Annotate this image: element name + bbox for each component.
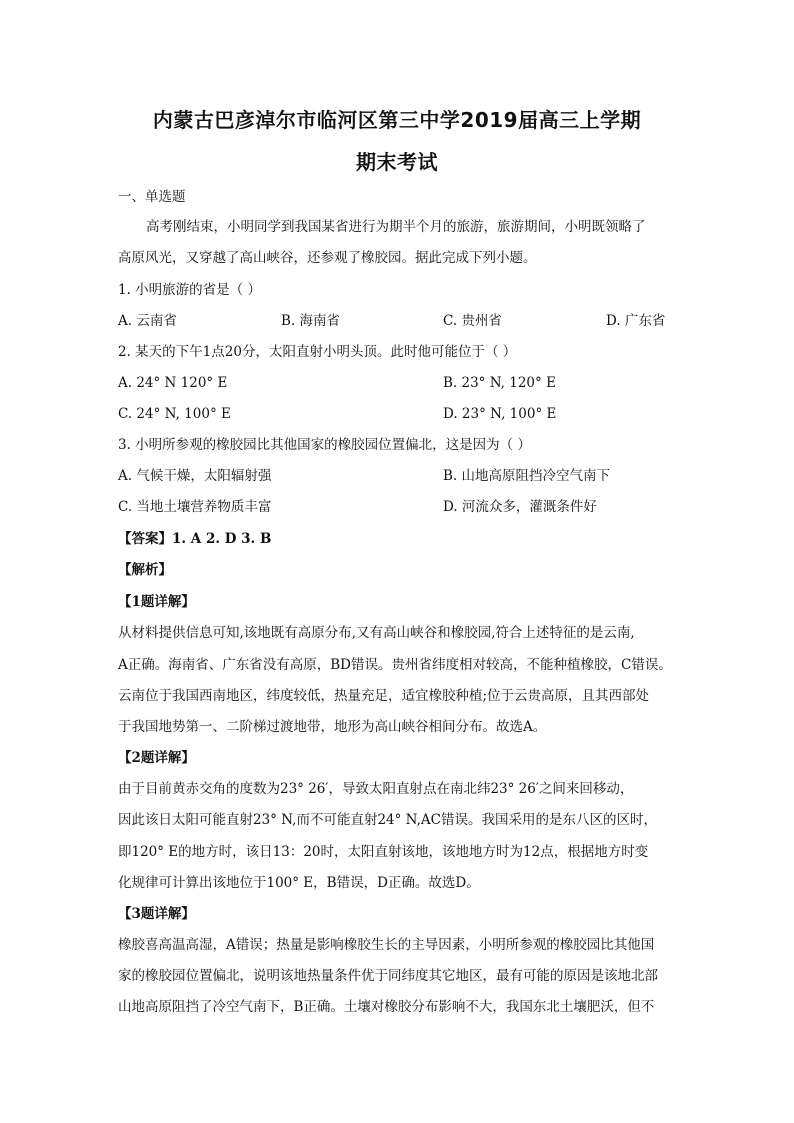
question-1-option-b: B. 海南省 [281,313,341,329]
analysis-heading: 【解析】 [118,562,172,578]
question-3-option-c: C. 当地土壤营养物质丰富 [118,499,272,515]
question-1-option-d: D. 广东省 [606,313,666,329]
document-subtitle: 期末考试 [356,150,438,174]
detail-3-line-2: 家的橡胶园位置偏北，说明该地热量条件优于同纬度其它地区，最有可能的原因是该地北部 [118,968,658,984]
detail-1-line-3: 云南位于我国西南地区，纬度较低，热量充足，适宜橡胶种植;位于云贵高原，且其西部处 [118,688,650,704]
answer-line: 【答案】1. A 2. D 3. B [118,531,272,547]
detail-3-heading: 【3题详解】 [118,906,195,922]
question-3-option-b: B. 山地高原阻挡冷空气南下 [443,468,611,484]
question-2-option-b: B. 23° N, 120° E [443,375,556,391]
detail-2-line-2: 因此该日太阳可能直射23° N,而不可能直射24° N,AC错误。我国采用的是东八区的区时， [118,812,657,828]
question-1-option-c: C. 贵州省 [443,313,502,329]
detail-1-heading: 【1题详解】 [118,594,195,610]
question-3-stem: 3. 小明所参观的橡胶园比其他国家的橡胶园位置偏北，这是因为（ ） [118,437,531,453]
intro-line-1: 高考刚结束，小明同学到我国某省进行为期半个月的旅游，旅游期间，小明既领略了 [146,219,646,235]
detail-1-line-2: A正确。海南省、广东省没有高原，BD错误。贵州省纬度相对较高，不能种植橡胶，C错误。 [118,657,672,673]
detail-2-line-1: 由于目前黄赤交角的度数为23° 26′，导致太阳直射点在南北纬23° 26′之间来回移动， [118,781,634,797]
question-2-option-d: D. 23° N, 100° E [443,406,557,422]
question-2-option-c: C. 24° N, 100° E [118,406,231,422]
question-2-option-a: A. 24° N 120° E [118,375,228,391]
detail-2-heading: 【2题详解】 [118,750,195,766]
question-1-option-a: A. 云南省 [118,313,177,329]
detail-1-line-4: 于我国地势第一、二阶梯过渡地带，地形为高山峡谷相间分布。故选A。 [118,719,547,735]
question-2-stem: 2. 某天的下午1点20分，太阳直射小明头顶。此时他可能位于（ ） [118,344,517,360]
detail-3-line-1: 橡胶喜高温高湿，A错误；热量是影响橡胶生长的主导因素，小明所参观的橡胶园比其他国 [118,937,655,953]
question-1-stem: 1. 小明旅游的省是（ ） [118,282,261,298]
document-title: 内蒙古巴彦淖尔市临河区第三中学2019届高三上学期 [152,108,642,132]
intro-line-2: 高原风光，又穿越了高山峡谷，还参观了橡胶园。据此完成下列小题。 [118,250,537,266]
question-3-option-d: D. 河流众多，灌溉条件好 [443,499,597,515]
question-3-option-a: A. 气候干燥，太阳辐射强 [118,468,272,484]
detail-2-line-3: 即120° E的地方时，该日13：20时，太阳直射该地，该地地方时为12点，根据地方时变 [118,844,649,860]
detail-3-line-3: 山地高原阻挡了冷空气南下，B正确。土壤对橡胶分布影响不大，我国东北土壤肥沃，但不 [118,999,655,1015]
section-heading: 一、单选题 [118,189,186,205]
detail-2-line-4: 化规律可计算出该地位于100° E，B错误，D正确。故选D。 [118,875,480,891]
detail-1-line-1: 从材料提供信息可知,该地既有高原分布,又有高山峡谷和橡胶园,符合上述特征的是云南, [118,625,635,641]
